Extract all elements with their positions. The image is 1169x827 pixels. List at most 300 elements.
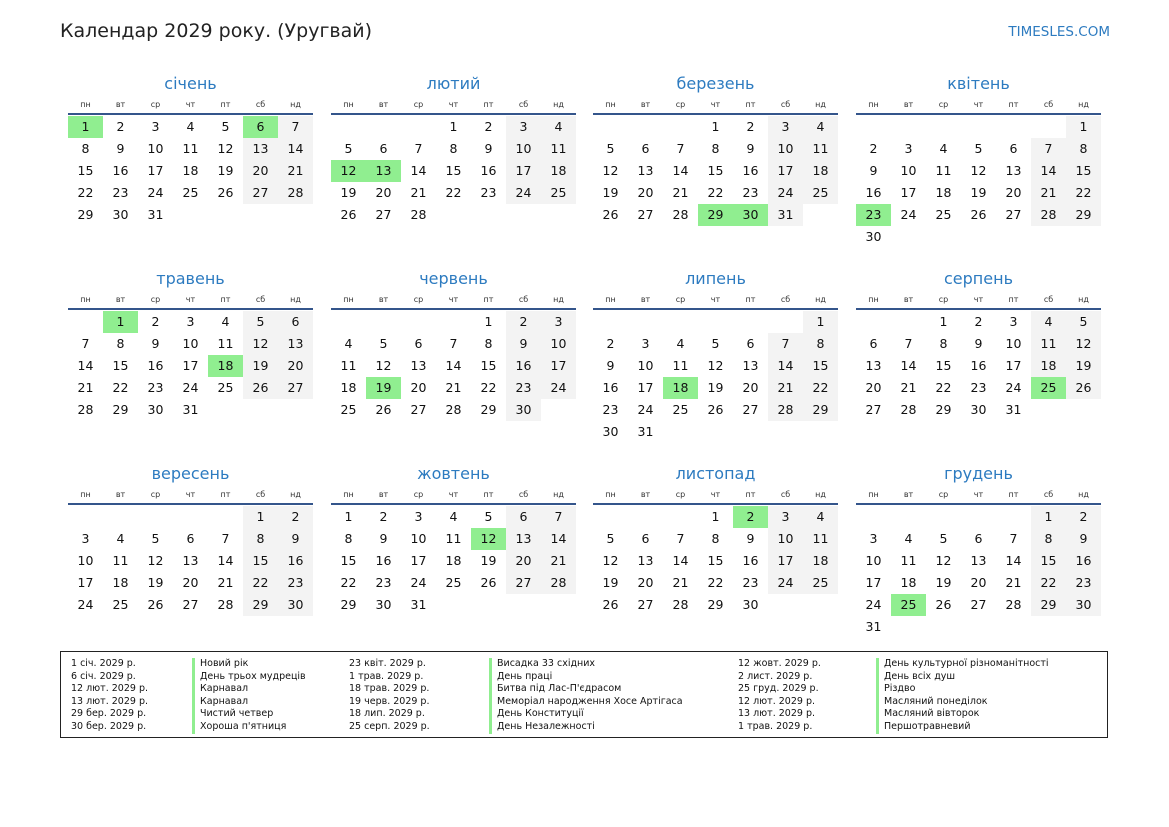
- weekday-label: пт: [745, 100, 756, 109]
- day-cell: 17: [147, 163, 164, 178]
- empty-cell: [996, 116, 1031, 138]
- day-cell: 30: [375, 597, 392, 612]
- empty-cell: [733, 311, 768, 333]
- day-cell: 23: [742, 185, 759, 200]
- day-cell: 15: [935, 358, 952, 373]
- weekday-label: нд: [815, 490, 826, 499]
- day-cell: 4: [904, 531, 913, 546]
- day-grid: [593, 311, 838, 443]
- empty-cell: [138, 506, 173, 528]
- day-cell: 16: [865, 185, 882, 200]
- holiday-date: 1 трав. 2029 р.: [738, 720, 813, 732]
- weekend-day-cell: 30: [506, 399, 541, 421]
- day-cell: 13: [970, 553, 987, 568]
- day-cell: 3: [414, 509, 423, 524]
- weekend-day-cell: 11: [1031, 333, 1066, 355]
- empty-cell: [401, 311, 436, 333]
- weekday-label: вт: [115, 100, 126, 109]
- day-cell: 28: [672, 597, 689, 612]
- day-cell: 1: [449, 119, 458, 134]
- weekday-label: ср: [413, 100, 424, 109]
- day-cell: 31: [865, 619, 882, 634]
- header-divider: [331, 503, 576, 505]
- day-cell: 22: [935, 380, 952, 395]
- day-cell: 11: [445, 531, 462, 546]
- day-cell: 7: [676, 141, 685, 156]
- day-cell: 16: [602, 380, 619, 395]
- day-cell: 14: [672, 553, 689, 568]
- day-cell: 29: [935, 402, 952, 417]
- day-cell: 29: [707, 597, 724, 612]
- empty-cell: [628, 506, 663, 528]
- day-cell: 14: [445, 358, 462, 373]
- day-cell: 17: [77, 575, 94, 590]
- weekday-label: пн: [605, 490, 616, 499]
- day-cell: 20: [1005, 185, 1022, 200]
- weekend-day-cell: 23: [278, 572, 313, 594]
- weekday-header: [331, 488, 576, 502]
- day-cell: 13: [865, 358, 882, 373]
- weekday-label: пн: [868, 100, 879, 109]
- month-name: квітень: [947, 74, 1010, 93]
- empty-cell: [1031, 116, 1066, 138]
- day-cell: 19: [602, 185, 619, 200]
- empty-cell: [856, 311, 891, 333]
- weekday-label: сб: [780, 490, 791, 499]
- weekday-label: чт: [973, 100, 984, 109]
- day-cell: 3: [869, 531, 878, 546]
- weekday-label: вт: [640, 295, 651, 304]
- day-cell: 11: [217, 336, 234, 351]
- day-cell: 27: [865, 402, 882, 417]
- weekday-label: ср: [938, 295, 949, 304]
- day-cell: 21: [410, 185, 427, 200]
- header-divider: [593, 503, 838, 505]
- holiday-dates-column: [349, 658, 430, 734]
- header-divider: [593, 113, 838, 115]
- weekend-day-cell: 25: [803, 182, 838, 204]
- day-cell: 3: [641, 336, 650, 351]
- day-cell: 17: [410, 553, 427, 568]
- weekday-header: [68, 98, 313, 112]
- day-cell: 27: [637, 597, 654, 612]
- weekend-day-cell: 15: [243, 550, 278, 572]
- weekend-day-cell: 16: [1066, 550, 1101, 572]
- holiday-date: 30 бер. 2029 р.: [71, 720, 147, 732]
- day-cell: 13: [1005, 163, 1022, 178]
- day-cell: 24: [77, 597, 94, 612]
- holiday-name: Різдво: [876, 683, 1049, 696]
- weekday-label: вт: [640, 100, 651, 109]
- weekend-day-cell: 15: [1066, 160, 1101, 182]
- weekday-header: [856, 98, 1101, 112]
- weekday-label: пт: [483, 295, 494, 304]
- day-cell: 15: [707, 163, 724, 178]
- day-cell: 19: [602, 575, 619, 590]
- weekday-label: ср: [150, 295, 161, 304]
- holiday-name: Новий рік: [192, 658, 306, 671]
- header-divider: [856, 308, 1101, 310]
- weekday-label: ср: [938, 490, 949, 499]
- day-cell: 31: [1005, 402, 1022, 417]
- month-3: [593, 74, 838, 226]
- day-cell: 8: [116, 336, 125, 351]
- day-grid: [68, 506, 313, 616]
- day-cell: 26: [602, 207, 619, 222]
- day-cell: 24: [182, 380, 199, 395]
- day-cell: 23: [375, 575, 392, 590]
- day-grid: [856, 116, 1101, 248]
- weekend-day-cell: 17: [768, 160, 803, 182]
- day-cell: 30: [602, 424, 619, 439]
- day-cell: 2: [746, 119, 755, 134]
- day-cell: 23: [112, 185, 129, 200]
- day-cell: 18: [182, 163, 199, 178]
- weekend-day-cell: 11: [541, 138, 576, 160]
- month-name: лютий: [426, 74, 481, 93]
- weekend-day-cell: 14: [768, 355, 803, 377]
- day-cell: 6: [641, 141, 650, 156]
- day-cell: 10: [182, 336, 199, 351]
- month-10: [331, 464, 576, 616]
- weekday-label: чт: [710, 295, 721, 304]
- day-cell: 30: [147, 402, 164, 417]
- weekend-day-cell: 10: [768, 528, 803, 550]
- day-cell: 31: [410, 597, 427, 612]
- day-cell: 16: [480, 163, 497, 178]
- header-divider: [593, 308, 838, 310]
- day-cell: 17: [1005, 358, 1022, 373]
- holiday-day-cell: 29: [698, 204, 733, 226]
- weekday-label: чт: [185, 295, 196, 304]
- day-cell: 26: [217, 185, 234, 200]
- month-name: вересень: [151, 464, 230, 483]
- month-5: [68, 269, 313, 421]
- weekend-day-cell: 8: [243, 528, 278, 550]
- day-cell: 10: [77, 553, 94, 568]
- empty-cell: [891, 116, 926, 138]
- weekend-day-cell: 7: [768, 333, 803, 355]
- day-cell: 9: [484, 141, 493, 156]
- holiday-date: 18 трав. 2029 р.: [349, 683, 430, 695]
- day-cell: 5: [484, 509, 493, 524]
- holiday-date: 19 черв. 2029 р.: [349, 695, 430, 707]
- day-cell: 3: [186, 314, 195, 329]
- weekday-label: пн: [343, 490, 354, 499]
- day-cell: 23: [742, 575, 759, 590]
- brand-link[interactable]: TIMESLES.COM: [1008, 24, 1110, 40]
- empty-cell: [331, 311, 366, 333]
- month-11: [593, 464, 838, 616]
- day-cell: 11: [672, 358, 689, 373]
- weekend-day-cell: 21: [1031, 182, 1066, 204]
- weekday-label: вт: [378, 490, 389, 499]
- weekday-header: [331, 293, 576, 307]
- day-cell: 24: [147, 185, 164, 200]
- weekend-day-cell: 5: [243, 311, 278, 333]
- weekday-label: пн: [605, 100, 616, 109]
- weekday-label: вт: [640, 490, 651, 499]
- day-cell: 16: [970, 358, 987, 373]
- holiday-name: Карнавал: [192, 696, 306, 709]
- day-cell: 29: [340, 597, 357, 612]
- weekday-header: [593, 293, 838, 307]
- day-cell: 9: [116, 141, 125, 156]
- holiday-day-cell: 12: [331, 160, 366, 182]
- empty-cell: [366, 116, 401, 138]
- day-cell: 27: [375, 207, 392, 222]
- weekend-day-cell: 10: [541, 333, 576, 355]
- day-cell: 27: [1005, 207, 1022, 222]
- empty-cell: [436, 311, 471, 333]
- weekend-day-cell: 3: [506, 116, 541, 138]
- holiday-name: День культурної різноманітності: [876, 658, 1049, 671]
- day-cell: 17: [865, 575, 882, 590]
- weekday-label: пн: [343, 295, 354, 304]
- weekend-day-cell: 8: [1031, 528, 1066, 550]
- day-cell: 28: [1005, 597, 1022, 612]
- day-cell: 2: [869, 141, 878, 156]
- weekend-day-cell: 31: [768, 204, 803, 226]
- day-cell: 30: [970, 402, 987, 417]
- day-cell: 20: [742, 380, 759, 395]
- day-cell: 9: [606, 358, 615, 373]
- holiday-names-column: [876, 658, 1049, 734]
- day-cell: 4: [939, 141, 948, 156]
- holiday-day-cell: 6: [243, 116, 278, 138]
- empty-cell: [698, 311, 733, 333]
- weekend-day-cell: 9: [1066, 528, 1101, 550]
- weekend-day-cell: 19: [243, 355, 278, 377]
- weekend-day-cell: 24: [768, 572, 803, 594]
- weekend-day-cell: 21: [278, 160, 313, 182]
- day-grid: [856, 506, 1101, 638]
- day-grid: [593, 506, 838, 616]
- day-grid: [593, 116, 838, 226]
- weekday-label: чт: [973, 295, 984, 304]
- day-cell: 5: [151, 531, 160, 546]
- day-cell: 2: [151, 314, 160, 329]
- empty-cell: [961, 506, 996, 528]
- day-cell: 30: [865, 229, 882, 244]
- weekday-label: вт: [903, 295, 914, 304]
- day-cell: 9: [379, 531, 388, 546]
- day-cell: 28: [410, 207, 427, 222]
- weekend-day-cell: 27: [243, 182, 278, 204]
- holiday-name: Першотравневий: [876, 721, 1049, 734]
- weekend-day-cell: 3: [541, 311, 576, 333]
- month-name: січень: [164, 74, 217, 93]
- month-8: [856, 269, 1101, 421]
- holiday-name: Хороша п'ятниця: [192, 721, 306, 734]
- weekend-day-cell: 28: [278, 182, 313, 204]
- day-cell: 10: [900, 163, 917, 178]
- empty-cell: [856, 506, 891, 528]
- empty-cell: [996, 506, 1031, 528]
- month-name: грудень: [944, 464, 1013, 483]
- weekday-label: чт: [185, 490, 196, 499]
- day-cell: 7: [414, 141, 423, 156]
- weekend-day-cell: 5: [1066, 311, 1101, 333]
- holiday-day-cell: 25: [1031, 377, 1066, 399]
- day-cell: 20: [865, 380, 882, 395]
- holiday-dates-column: [71, 658, 148, 734]
- day-cell: 24: [637, 402, 654, 417]
- weekend-day-cell: 27: [506, 572, 541, 594]
- header-divider: [68, 308, 313, 310]
- day-cell: 12: [602, 163, 619, 178]
- weekend-day-cell: 26: [243, 377, 278, 399]
- weekend-day-cell: 17: [506, 160, 541, 182]
- weekend-day-cell: 18: [803, 550, 838, 572]
- weekend-day-cell: 27: [278, 377, 313, 399]
- day-cell: 21: [672, 575, 689, 590]
- holiday-name: День праці: [489, 671, 683, 684]
- weekday-label: чт: [448, 100, 459, 109]
- weekend-day-cell: 17: [768, 550, 803, 572]
- day-cell: 1: [939, 314, 948, 329]
- day-cell: 5: [379, 336, 388, 351]
- empty-cell: [593, 116, 628, 138]
- day-cell: 2: [484, 119, 493, 134]
- day-cell: 19: [217, 163, 234, 178]
- holiday-name: Меморіал народження Хосе Артігаса: [489, 696, 683, 709]
- day-cell: 15: [112, 358, 129, 373]
- weekday-label: нд: [1078, 100, 1089, 109]
- day-cell: 21: [672, 185, 689, 200]
- day-cell: 15: [480, 358, 497, 373]
- holiday-name: Карнавал: [192, 683, 306, 696]
- day-cell: 26: [970, 207, 987, 222]
- day-cell: 29: [112, 402, 129, 417]
- weekend-day-cell: 24: [506, 182, 541, 204]
- empty-cell: [891, 311, 926, 333]
- weekend-day-cell: 13: [243, 138, 278, 160]
- weekend-day-cell: 19: [1066, 355, 1101, 377]
- holiday-day-cell: 25: [891, 594, 926, 616]
- day-cell: 22: [707, 575, 724, 590]
- weekday-label: нд: [290, 490, 301, 499]
- day-cell: 4: [221, 314, 230, 329]
- holiday-name: Масляний понеділок: [876, 696, 1049, 709]
- holiday-date: 23 квіт. 2029 р.: [349, 658, 426, 669]
- day-cell: 17: [637, 380, 654, 395]
- day-cell: 22: [340, 575, 357, 590]
- weekend-day-cell: 13: [506, 528, 541, 550]
- weekend-day-cell: 14: [1031, 160, 1066, 182]
- weekend-day-cell: 18: [803, 160, 838, 182]
- empty-cell: [926, 506, 961, 528]
- weekend-day-cell: 22: [243, 572, 278, 594]
- header-divider: [68, 503, 313, 505]
- day-cell: 10: [410, 531, 427, 546]
- day-cell: 5: [974, 141, 983, 156]
- day-cell: 3: [904, 141, 913, 156]
- holiday-date: 13 лют. 2029 р.: [738, 708, 815, 720]
- day-cell: 19: [707, 380, 724, 395]
- empty-cell: [366, 311, 401, 333]
- day-cell: 16: [742, 163, 759, 178]
- day-cell: 11: [900, 553, 917, 568]
- day-cell: 7: [904, 336, 913, 351]
- holiday-dates-column: [738, 658, 821, 734]
- weekday-label: сб: [780, 295, 791, 304]
- month-name: жовтень: [417, 464, 490, 483]
- day-cell: 5: [606, 141, 615, 156]
- weekend-day-cell: 8: [803, 333, 838, 355]
- day-cell: 28: [900, 402, 917, 417]
- empty-cell: [68, 506, 103, 528]
- day-cell: 16: [742, 553, 759, 568]
- day-cell: 27: [410, 402, 427, 417]
- weekday-label: пт: [220, 295, 231, 304]
- holiday-date: 2 лист. 2029 р.: [738, 670, 813, 682]
- weekday-label: сб: [518, 100, 529, 109]
- weekday-label: пт: [1008, 295, 1019, 304]
- day-cell: 6: [414, 336, 423, 351]
- empty-cell: [593, 311, 628, 333]
- day-cell: 5: [711, 336, 720, 351]
- day-cell: 4: [186, 119, 195, 134]
- weekend-day-cell: 1: [1066, 116, 1101, 138]
- holiday-date: 6 січ. 2029 р.: [71, 670, 136, 682]
- day-cell: 7: [1009, 531, 1018, 546]
- weekend-day-cell: 11: [803, 528, 838, 550]
- day-cell: 13: [182, 553, 199, 568]
- holiday-date: 18 лип. 2029 р.: [349, 708, 425, 720]
- day-cell: 26: [707, 402, 724, 417]
- day-cell: 12: [602, 553, 619, 568]
- header-divider: [856, 503, 1101, 505]
- weekday-label: пн: [868, 490, 879, 499]
- page-title: Календар 2029 року. (Уругвай): [60, 20, 373, 42]
- weekday-label: вт: [378, 100, 389, 109]
- weekend-day-cell: 17: [541, 355, 576, 377]
- weekday-header: [331, 98, 576, 112]
- weekday-label: нд: [1078, 295, 1089, 304]
- day-cell: 4: [676, 336, 685, 351]
- day-cell: 6: [1009, 141, 1018, 156]
- day-cell: 12: [935, 553, 952, 568]
- day-cell: 20: [970, 575, 987, 590]
- weekday-header: [593, 488, 838, 502]
- weekend-day-cell: 12: [1066, 333, 1101, 355]
- day-cell: 11: [340, 358, 357, 373]
- month-6: [331, 269, 576, 421]
- weekday-label: вт: [115, 490, 126, 499]
- day-cell: 5: [344, 141, 353, 156]
- day-cell: 4: [344, 336, 353, 351]
- holiday-name: Битва під Лас-П'єдрасом: [489, 683, 683, 696]
- weekday-label: сб: [518, 295, 529, 304]
- day-cell: 19: [480, 553, 497, 568]
- day-cell: 19: [340, 185, 357, 200]
- day-cell: 10: [637, 358, 654, 373]
- day-cell: 22: [77, 185, 94, 200]
- weekend-day-cell: 4: [803, 506, 838, 528]
- holiday-day-cell: 19: [366, 377, 401, 399]
- header-divider: [331, 113, 576, 115]
- day-cell: 18: [445, 553, 462, 568]
- empty-cell: [628, 116, 663, 138]
- day-cell: 25: [935, 207, 952, 222]
- day-cell: 23: [970, 380, 987, 395]
- weekend-day-cell: 20: [243, 160, 278, 182]
- day-cell: 26: [340, 207, 357, 222]
- weekday-label: сб: [1043, 295, 1054, 304]
- day-cell: 21: [217, 575, 234, 590]
- weekday-label: ср: [675, 100, 686, 109]
